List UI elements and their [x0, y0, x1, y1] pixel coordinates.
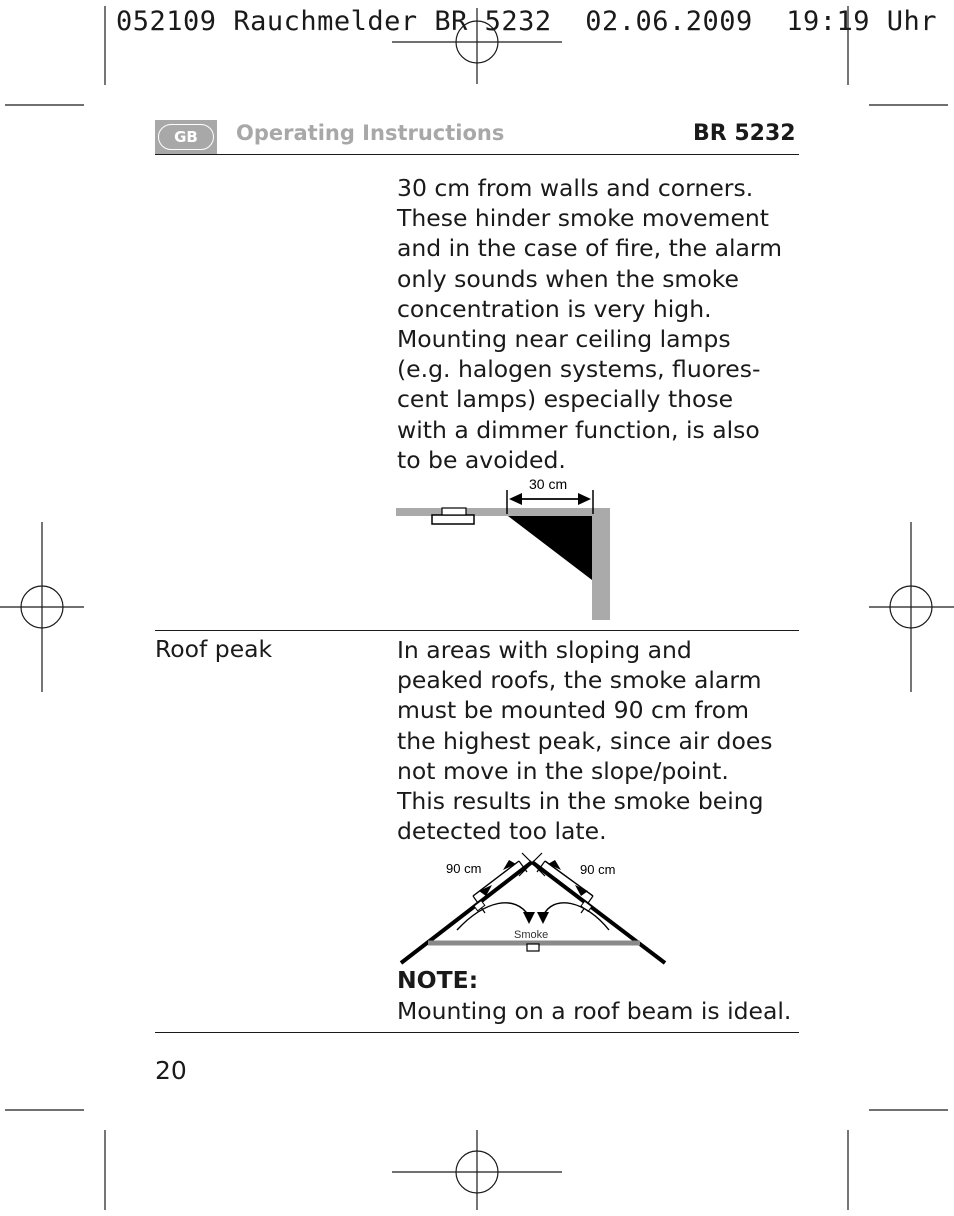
note-text: Mounting on a roof beam is ideal. [397, 997, 792, 1025]
roof-peak-figure [395, 850, 675, 968]
slug-code: 052109 [116, 6, 217, 37]
peak-cross-a [522, 853, 545, 876]
document-title: Operating Instructions [236, 121, 505, 145]
slug-date: 02.06.2009 [585, 6, 753, 37]
dead-air-zone [508, 516, 592, 580]
note-heading: NOTE: [397, 966, 479, 994]
smoke-arrow-left-icon [523, 912, 535, 924]
model-number: BR 5232 [693, 121, 796, 146]
roof-right-slope [532, 862, 665, 963]
bottom-divider [155, 1032, 799, 1033]
beam-detector-icon [527, 944, 539, 951]
smoke-flow-left [457, 903, 529, 930]
figure-label-90cm-left: 90 cm [446, 861, 482, 876]
roof-peak-label: Roof peak [155, 635, 273, 663]
print-slug [116, 6, 937, 37]
smoke-label: Smoke [514, 929, 549, 941]
page-number: 20 [155, 1056, 187, 1085]
slug-time: 19:19 Uhr [786, 6, 938, 37]
arrow-right-icon [578, 493, 591, 505]
roof-paragraph: In areas with sloping and peaked roofs, the smoke alarm must be mounted 90 cm from the highest peak, since air does not move in the slope/point. This results in the smoke being detected too late. [397, 636, 773, 846]
arrow-left-icon [509, 493, 522, 505]
smoke-detector-icon [432, 515, 474, 524]
language-badge-label: GB [158, 124, 214, 150]
slug-file: Rauchmelder BR 5232 [233, 6, 552, 37]
wall-distance-figure [390, 470, 620, 630]
wall-bar [592, 508, 610, 620]
figure-label-30cm: 30 cm [529, 476, 568, 492]
smoke-arrow-right-icon [537, 912, 549, 924]
language-badge [155, 120, 217, 154]
section-divider [155, 630, 799, 631]
figure-label-90cm-right: 90 cm [580, 862, 616, 877]
header-divider [155, 154, 799, 155]
smoke-detector-base [442, 508, 466, 515]
roof-left-slope [401, 862, 532, 963]
ceiling-bar [396, 508, 610, 516]
walls-paragraph: 30 cm from walls and corners. These hinder smoke movement and in the case of fire, the alarm only sounds when the smoke concentration is very high. Mounting near ceiling lamps (e.g. halogen systems, fluores- cent lamps) especially those with a dimmer function, is also to be avoided. [397, 174, 783, 474]
smoke-flow-right [543, 903, 609, 930]
